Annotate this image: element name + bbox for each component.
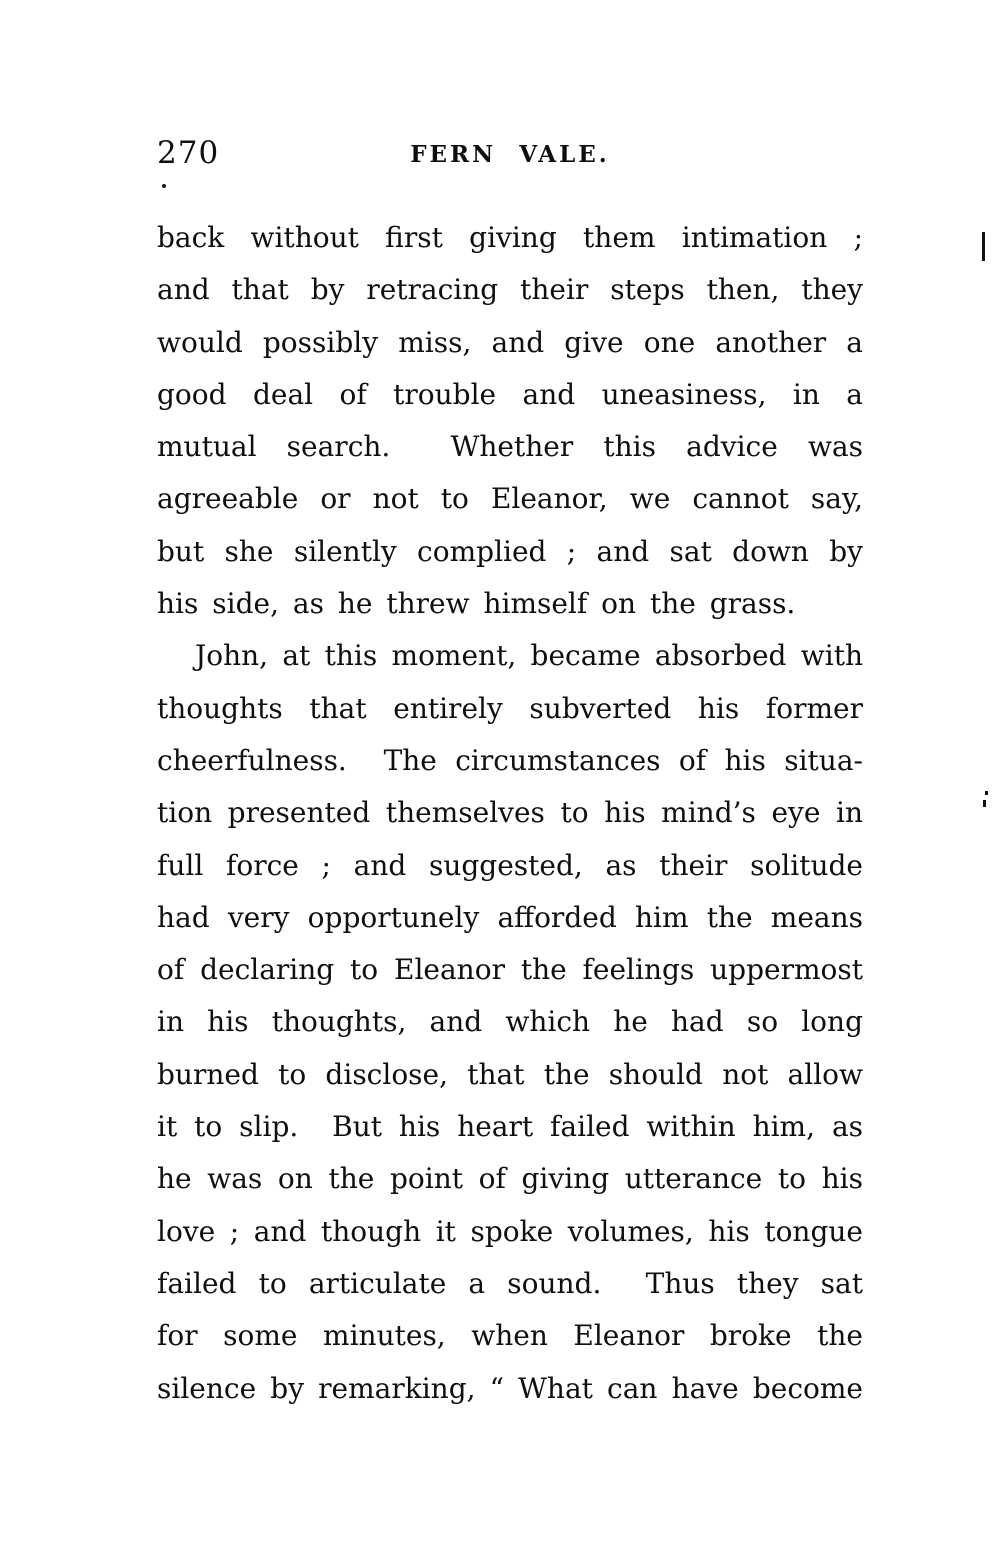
text-line: it to slip. But his heart failed within him, as	[157, 1110, 863, 1144]
text-line: back without first giving them intimation ;	[157, 221, 863, 254]
running-head	[157, 136, 863, 172]
text-line: of declaring to Eleanor the feelings uppermost	[157, 953, 863, 987]
text-line: for some minutes, when Eleanor broke the	[157, 1319, 863, 1353]
text-line: love ; and though it spoke volumes, his tongue	[157, 1214, 863, 1248]
text-line: agreeable or not to Eleanor, we cannot say,	[157, 482, 863, 516]
text-line: thoughts that entirely subverted his former	[157, 691, 863, 725]
scan-artifact-right-edge-dash	[983, 800, 986, 807]
text-line: and that by retracing their steps then, they	[157, 273, 863, 307]
text-line: his side, as he threw himself on the grass.	[157, 587, 796, 621]
text-line: mutual search. Whether this advice was	[157, 430, 863, 464]
text-line: he was on the point of giving utterance to his	[157, 1162, 863, 1196]
text-line: cheerfulness. The circumstances of his situa-	[157, 743, 863, 777]
text-line: failed to articulate a sound. Thus they sat	[157, 1266, 863, 1300]
scan-artifact-right-edge-dot	[985, 791, 988, 795]
text-line: John, at this moment, became absorbed with	[195, 639, 863, 673]
text-line: had very opportunely afforded him the means	[157, 900, 863, 934]
text-line: burned to disclose, that the should not allow	[157, 1057, 863, 1091]
text-block	[157, 212, 863, 1415]
text-line: would possibly miss, and give one another a	[157, 325, 863, 359]
page-number: 270	[157, 135, 220, 171]
text-line: but she silently complied ; and sat down by	[157, 534, 863, 568]
text-line: silence by remarking, “ What can have become	[157, 1371, 863, 1405]
text-line: good deal of trouble and uneasiness, in a	[157, 377, 863, 411]
text-line: tion presented themselves to his mind’s eye in	[157, 796, 863, 830]
text-line: in his thoughts, and which he had so long	[157, 1005, 863, 1039]
text-line: full force ; and suggested, as their solitude	[157, 848, 863, 882]
scan-artifact-right-edge-line	[982, 232, 985, 261]
running-title: FERN VALE.	[410, 141, 610, 168]
scan-speck-under-page-number	[162, 184, 166, 188]
